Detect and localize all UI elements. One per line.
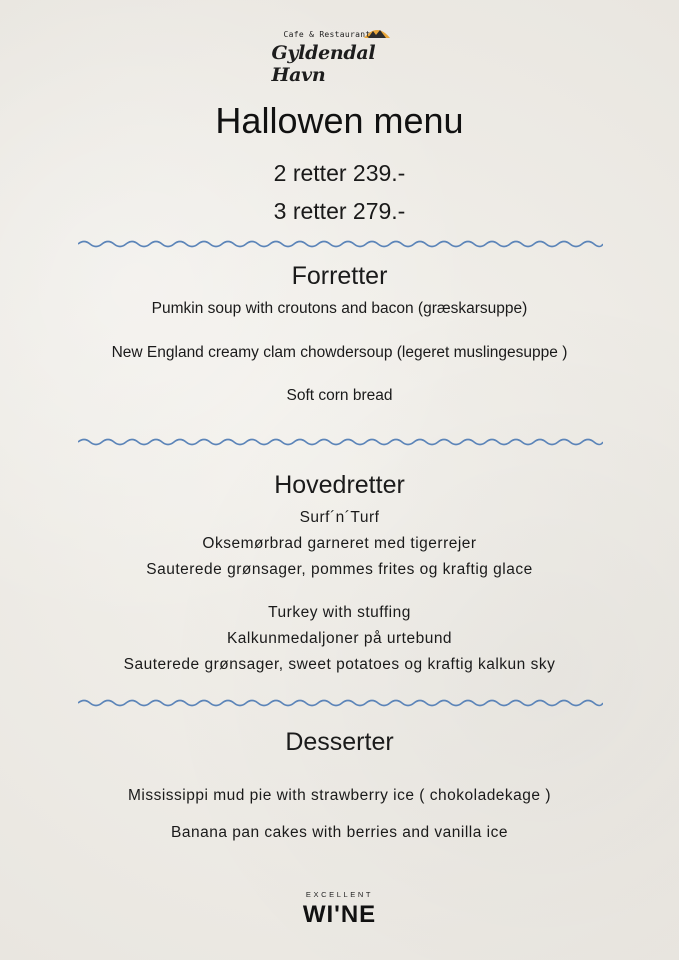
menu-item: Surf´n´Turf bbox=[299, 509, 380, 526]
logo-name: Gyldendal Havn bbox=[271, 42, 376, 86]
menu-title: Hallowen menu bbox=[215, 100, 464, 141]
excellent-wine-logo bbox=[0, 890, 679, 929]
menu-item: Turkey with stuffing bbox=[268, 604, 411, 621]
menu-item: New England creamy clam chowdersoup (legeret muslingesuppe ) bbox=[111, 344, 568, 361]
wave-divider bbox=[78, 697, 603, 709]
menu-item: Sauterede grønsager, pommes frites og kraftig glace bbox=[146, 561, 533, 578]
menu-item: Oksemørbrad garneret med tigerrejer bbox=[202, 535, 477, 552]
wine-logo-big-text: WI'NE bbox=[302, 901, 377, 928]
restaurant-logo bbox=[0, 24, 679, 86]
menu-item: Pumkin soup with croutons and bacon (græskarsuppe) bbox=[151, 300, 528, 317]
wine-logo-small-text: EXCELLENT bbox=[305, 890, 374, 899]
menu-item: Sauterede grønsager, sweet potatoes og kraftig kalkun sky bbox=[123, 656, 556, 673]
menu-item: Banana pan cakes with berries and vanilla ice bbox=[171, 824, 508, 841]
menu-item: Mississippi mud pie with strawberry ice ( chokoladekage ) bbox=[127, 787, 552, 804]
section-heading-hovedretter: Hovedretter bbox=[274, 471, 405, 499]
menu-item: Kalkunmedaljoner på urtebund bbox=[226, 630, 453, 647]
section-heading-forretter: Forretter bbox=[291, 262, 388, 290]
section-heading-desserter: Desserter bbox=[285, 728, 394, 756]
price-two-courses: 2 retter 239.- bbox=[273, 160, 406, 186]
wave-divider bbox=[78, 238, 603, 250]
menu-item: Soft corn bread bbox=[286, 387, 393, 404]
wave-divider bbox=[78, 436, 603, 448]
logo-tagline: Cafe & Restaurant bbox=[283, 30, 371, 39]
price-three-courses: 3 retter 279.- bbox=[273, 198, 406, 224]
